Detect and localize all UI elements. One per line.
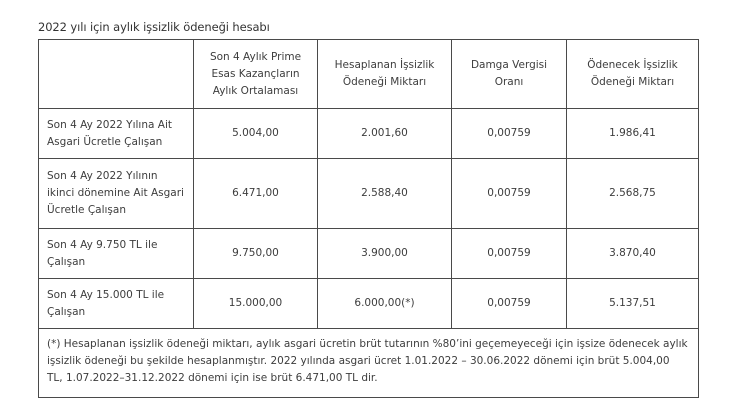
table-row bbox=[39, 159, 699, 229]
header-payable-benefit: Ödenecek İşsizlik Ödeneği Miktarı bbox=[567, 40, 699, 109]
stamp-tax-rate-cell: 0,00759 bbox=[452, 109, 567, 159]
unemployment-benefit-table bbox=[38, 39, 699, 398]
row-label: Son 4 Ay 15.000 TL ile Çalışan bbox=[39, 279, 194, 329]
footnote-text: (*) Hesaplanan işsizlik ödeneği miktarı, aylık asgari ücretin brüt tutarının %80’ini geçemeyeceği için işsize ödenecek aylık işsizlik ödeneği bu şekilde hesaplanmıştır. 2022 yılında asgari ücret 1.01.2022 – 30.06.2022 dönemi için brüt 5.004,00 TL, 1.07.2022–31.12.2022 dönemi için ise brüt 6.471,00 TL dir. bbox=[39, 329, 699, 398]
avg-earnings-cell: 6.471,00 bbox=[194, 159, 318, 229]
payable-benefit-cell: 2.568,75 bbox=[567, 159, 699, 229]
calculated-benefit-cell: 3.900,00 bbox=[318, 229, 452, 279]
calculated-benefit-cell: 2.588,40 bbox=[318, 159, 452, 229]
row-label: Son 4 Ay 9.750 TL ile Çalışan bbox=[39, 229, 194, 279]
header-empty-corner bbox=[39, 40, 194, 109]
stamp-tax-rate-cell: 0,00759 bbox=[452, 279, 567, 329]
table-row bbox=[39, 109, 699, 159]
table-row bbox=[39, 229, 699, 279]
table-row bbox=[39, 279, 699, 329]
stamp-tax-rate-cell: 0,00759 bbox=[452, 159, 567, 229]
header-stamp-tax-rate: Damga Vergisi Oranı bbox=[452, 40, 567, 109]
footnote-row bbox=[39, 329, 699, 398]
payable-benefit-cell: 1.986,41 bbox=[567, 109, 699, 159]
header-calculated-benefit: Hesaplanan İşsizlik Ödeneği Miktarı bbox=[318, 40, 452, 109]
avg-earnings-cell: 9.750,00 bbox=[194, 229, 318, 279]
calculated-benefit-cell: 2.001,60 bbox=[318, 109, 452, 159]
row-label: Son 4 Ay 2022 Yılının ikinci dönemine Ait Asgari Ücretle Çalışan bbox=[39, 159, 194, 229]
table-header-row bbox=[39, 40, 699, 109]
calculated-benefit-cell: 6.000,00(*) bbox=[318, 279, 452, 329]
table-caption: 2022 yılı için aylık işsizlik ödeneği hesabı bbox=[38, 20, 270, 34]
payable-benefit-cell: 3.870,40 bbox=[567, 229, 699, 279]
header-avg-earnings: Son 4 Aylık Prime Esas Kazançların Aylık Ortalaması bbox=[194, 40, 318, 109]
stamp-tax-rate-cell: 0,00759 bbox=[452, 229, 567, 279]
avg-earnings-cell: 15.000,00 bbox=[194, 279, 318, 329]
row-label: Son 4 Ay 2022 Yılına Ait Asgari Ücretle Çalışan bbox=[39, 109, 194, 159]
avg-earnings-cell: 5.004,00 bbox=[194, 109, 318, 159]
payable-benefit-cell: 5.137,51 bbox=[567, 279, 699, 329]
